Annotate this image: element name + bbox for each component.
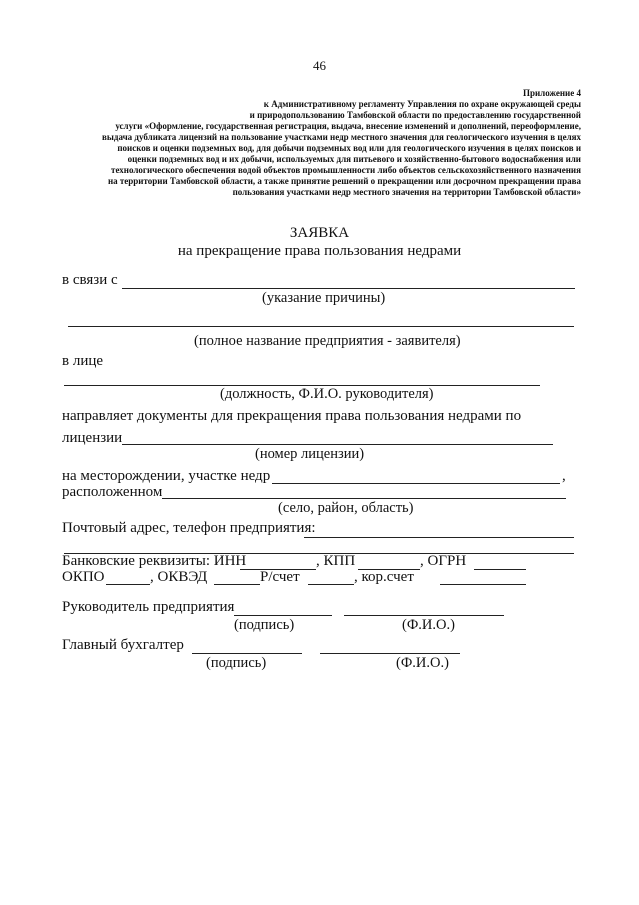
accountant-signature-field[interactable]: [192, 653, 302, 654]
accountant-name-field[interactable]: [320, 653, 460, 654]
bank-label: Банковские реквизиты: ИНН: [62, 553, 247, 569]
ogrn-label: , ОГРН: [420, 553, 467, 569]
corr-account-label: , кор.счет: [354, 569, 414, 585]
okpo-field[interactable]: [106, 584, 150, 585]
license-number-field[interactable]: [122, 444, 553, 445]
accountant-name-caption: (Ф.И.О.): [396, 655, 449, 671]
located-label: расположенном: [62, 484, 163, 500]
appendix-line: к Административному регламенту Управления по охране окружающей среды: [263, 99, 581, 109]
appendix-line: Приложение 4: [522, 88, 581, 98]
license-caption: (номер лицензии): [255, 446, 365, 462]
appendix-line: технологического обеспечения водой объектов промышленности либо объектов сельскохозяйственного назначения: [111, 165, 581, 175]
appendix-line: поисков и оценки подземных вод, для добычи подземных вод или для геологического изучения в целях поисков и: [117, 143, 581, 153]
page-number: 46: [313, 58, 326, 73]
okved-label: , ОКВЭД: [150, 569, 208, 585]
director-label: Руководитель предприятия: [62, 599, 235, 615]
form-title: ЗАЯВКА: [289, 225, 350, 241]
deposit-label: на месторождении, участке недр: [62, 468, 271, 484]
postal-label: Почтовый адрес, телефон предприятия:: [62, 520, 316, 536]
company-name-field[interactable]: [68, 326, 574, 327]
director-name-field[interactable]: [344, 615, 504, 616]
kpp-label: , КПП: [316, 553, 356, 569]
appendix-line: и природопользованию Тамбовской области по предоставлению государственной: [249, 110, 581, 120]
ogrn-field[interactable]: [474, 569, 526, 570]
okpo-label: ОКПО: [62, 569, 105, 585]
account-field[interactable]: [308, 584, 354, 585]
appendix-line: выдача дубликата лицензий на пользование участками недр местного значения для геологического изучения в целях: [102, 132, 581, 142]
location-field[interactable]: [162, 498, 566, 499]
director-signature-field[interactable]: [234, 615, 332, 616]
corr-account-field[interactable]: [440, 584, 526, 585]
sends-text: направляет документы для прекращения права пользования недрами по: [62, 408, 522, 424]
deposit-field[interactable]: [272, 483, 560, 484]
appendix-line: оценки подземных вод и их добычи, используемых для питьевого и хозяйственно-бытового водоснабжения или: [127, 154, 581, 164]
okved-field[interactable]: [214, 584, 260, 585]
reason-field[interactable]: [122, 288, 575, 289]
postal-field[interactable]: [304, 537, 574, 538]
reason-caption: (указание причины): [262, 290, 386, 306]
license-label: лицензии: [62, 430, 123, 446]
form-subtitle: на прекращение права пользования недрами: [177, 243, 462, 259]
reason-label: в связи с: [62, 272, 118, 288]
head-caption: (должность, Ф.И.О. руководителя): [220, 386, 434, 402]
director-name-caption: (Ф.И.О.): [402, 617, 455, 633]
represented-label: в лице: [62, 353, 104, 369]
accountant-signature-caption: (подпись): [206, 655, 267, 671]
deposit-comma: ,: [562, 468, 566, 484]
appendix-line: на территории Тамбовской области, а также принятие решений о прекращении или досрочном прекращении права: [107, 176, 581, 186]
appendix-header: [41, 88, 581, 198]
director-signature-caption: (подпись): [234, 617, 295, 633]
location-caption: (село, район, область): [278, 500, 414, 516]
account-label: Р/счет: [260, 569, 300, 585]
appendix-line: услуги «Оформление, государственная регистрация, выдача, внесение изменений и дополнений, переоформление,: [115, 121, 581, 131]
appendix-line: пользования участками недр местного значения на территории Тамбовской области»: [232, 187, 581, 197]
accountant-label: Главный бухгалтер: [62, 637, 184, 653]
company-caption: (полное название предприятия - заявителя): [194, 333, 461, 349]
